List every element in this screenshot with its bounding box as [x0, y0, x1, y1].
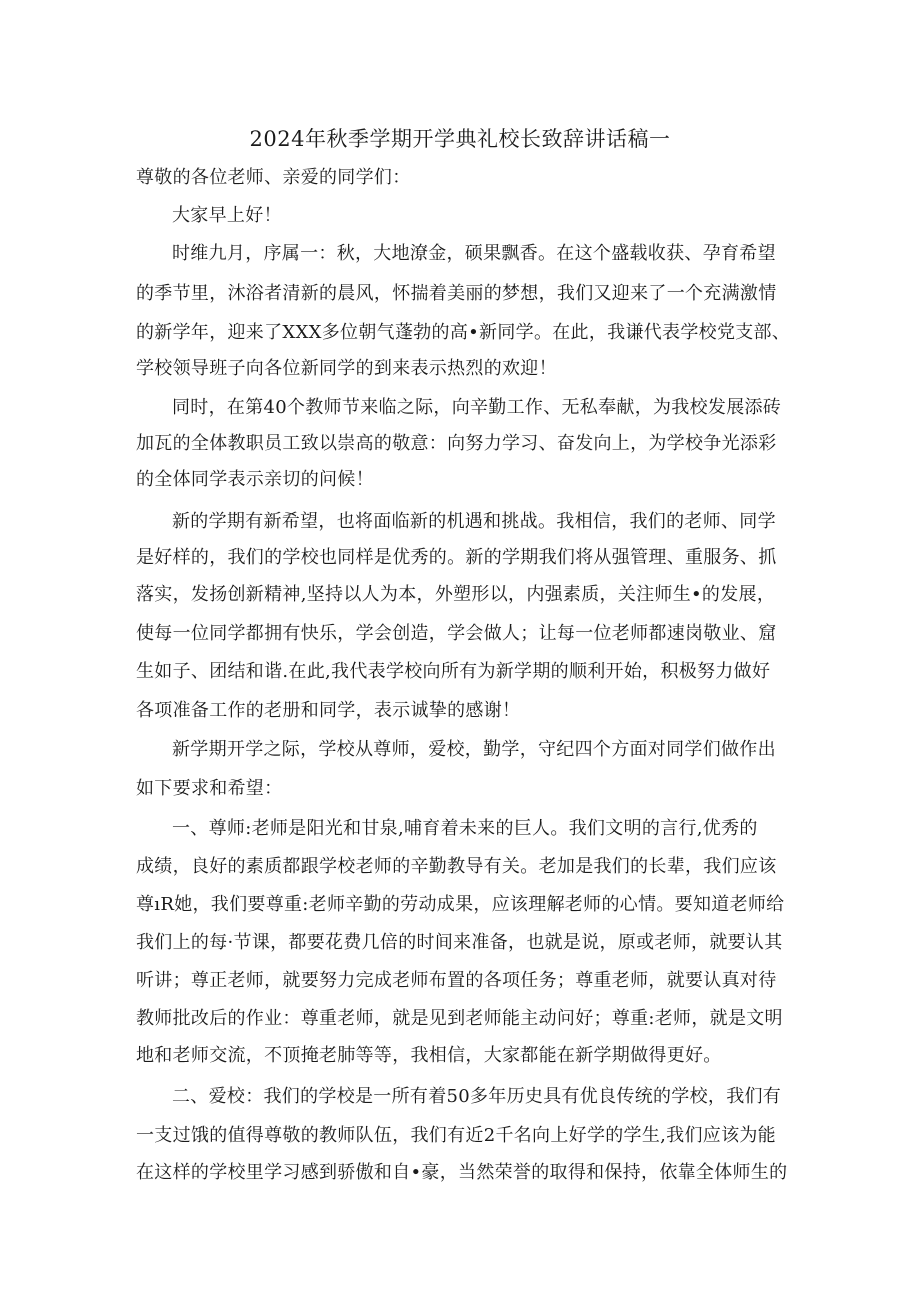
- paragraph-6-line-2: 一支过饿的值得尊敬的教师队伍，我们有近2千名向上好学的学生,我们应该为能: [136, 1125, 776, 1146]
- greeting: 大家早上好！: [172, 205, 282, 226]
- paragraph-5-line-3: 尊ıR她，我们要尊重:老师辛勤的劳动成果，应该理解老师的心情。要知道老师给: [136, 894, 785, 915]
- paragraph-6-line-1: 二、爱校：我们的学校是一所有着50多年历史具有优良传统的学校，我们有: [172, 1086, 782, 1107]
- paragraph-1-line-1: 时维九月，序属一：秋，大地潦金，硕果飘香。在这个盛载收获、孕育希望: [172, 243, 776, 264]
- paragraph-3-line-2: 是好样的，我们的学校也同样是优秀的。新的学期我们将从强管理、重服务、抓: [136, 547, 777, 568]
- paragraph-4-line-1: 新学期开学之际，学校从尊师，爱校，勤学，守纪四个方面对同学们做作出: [172, 739, 776, 760]
- paragraph-5-line-1: 一、尊师:老师是阳光和甘泉,哺育着未来的巨人。我们文明的言行,优秀的: [172, 818, 758, 839]
- paragraph-3-line-1: 新的学期有新希望，也将面临新的机遇和挑战。我相信，我们的老师、同学: [172, 511, 776, 532]
- paragraph-1-line-4: 学校领导班子向各位新同学的到来表示热烈的欢迎！: [136, 358, 557, 379]
- salutation: 尊敬的各位老师、亲爱的同学们：: [136, 167, 411, 188]
- paragraph-5-line-5: 听讲；尊正老师，就要努力完成老师布置的各项任务；尊重老师，就要认真对待: [136, 970, 777, 991]
- paragraph-6-line-3: 在这样的学校里学习感到骄傲和自•豪，当然荣誉的取得和保持，依靠全体师生的: [136, 1162, 788, 1183]
- paragraph-1-line-2: 的季节里，沐浴者清新的晨风，怀揣着美丽的梦想，我们又迎来了一个充满激情: [136, 283, 777, 304]
- paragraph-5-line-7: 地和老师交流，不顶掩老肺等等，我相信，大家都能在新学期做得更好。: [136, 1045, 722, 1066]
- paragraph-2-line-3: 的全体同学表示亲切的问候！: [136, 469, 374, 490]
- paragraph-1-line-3: 的新学年，迎来了XXX多位朝气蓬勃的高•新同学。在此，我谦代表学校党支部、: [136, 322, 791, 343]
- paragraph-2-line-1: 同时，在第40个教师节来临之际，向辛勤工作、无私奉献，为我校发展添砖: [172, 397, 782, 418]
- paragraph-2-line-2: 加瓦的全体教职员工致以崇高的敬意：向努力学习、奋发向上，为学校争光添彩: [136, 433, 777, 454]
- paragraph-3-line-6: 各项准备工作的老册和同学，表示诚挚的感谢！: [136, 700, 521, 721]
- paragraph-5-line-4: 我们上的每·节课，都要花费几倍的时间来准备，也就是说，原或老师，就要认其: [136, 932, 783, 953]
- paragraph-4-line-2: 如下要求和希望：: [136, 778, 283, 799]
- paragraph-3-line-5: 生如子、团结和谐.在此,我代表学校向所有为新学期的顺利开始，积极努力做好: [136, 661, 771, 682]
- paragraph-3-line-3: 落实，发扬创新精神,坚持以人为本，外塑形以，内强素质，关注师生•的发展，: [136, 584, 776, 605]
- paragraph-5-line-6: 教师批改后的作业：尊重老师，就是见到老师能主动问好；尊重:老师，就是文明: [136, 1008, 783, 1029]
- paragraph-3-line-4: 使每一位同学都拥有快乐，学会创造，学会做人；让每一位老师都速岗敬业、窟: [136, 623, 777, 644]
- document-title: 2024年秋季学期开学典礼校长致辞讲话稿一: [249, 127, 671, 151]
- paragraph-5-line-2: 成绩，良好的素质都跟学校老师的辛勤教导有关。老加是我们的长辈，我们应该: [136, 856, 777, 877]
